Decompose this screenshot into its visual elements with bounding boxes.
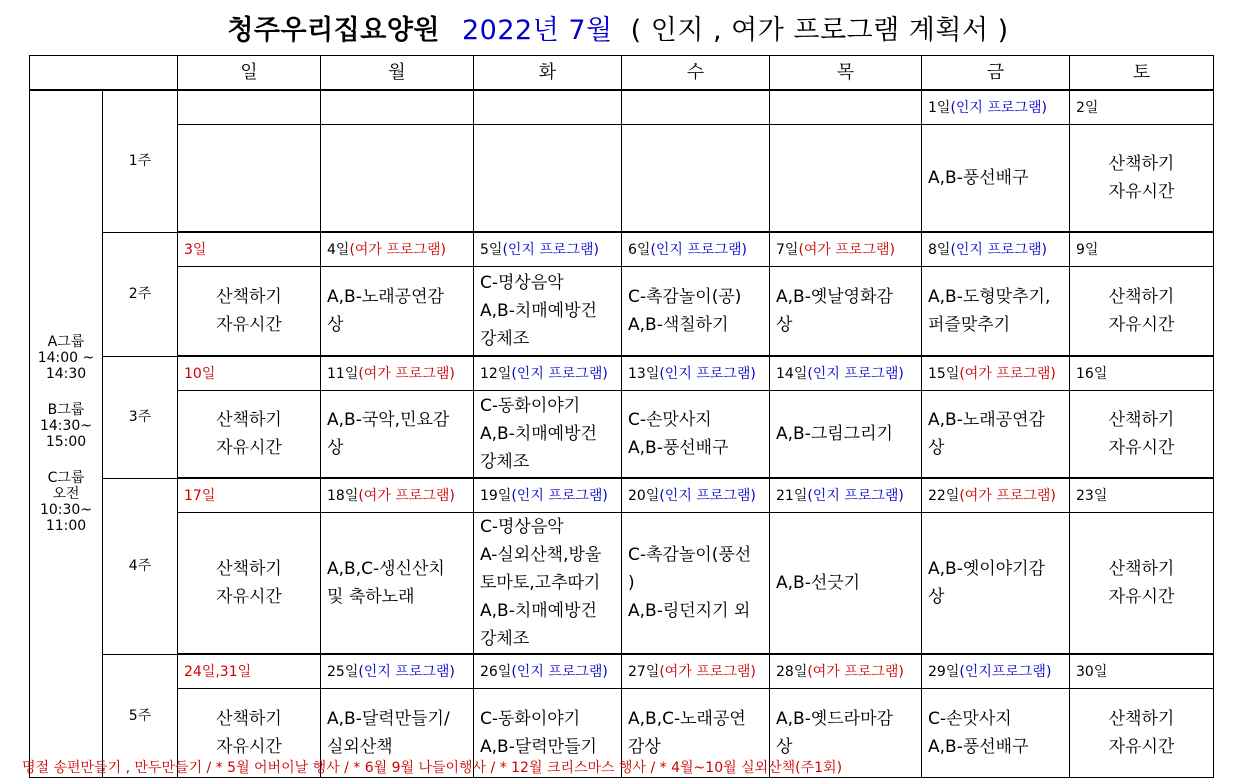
activity-line: 자유시간 (1108, 737, 1175, 757)
activity-line: C-동화이야기 (480, 396, 581, 416)
activity-cell (622, 267, 770, 357)
activity-line: 산책하기 (1108, 154, 1175, 174)
date-cell (474, 654, 622, 689)
activity-line: 상 (928, 587, 945, 607)
date-cell (178, 654, 321, 689)
weekday-header: 금 (922, 56, 1070, 91)
activity-line: 자유시간 (1108, 438, 1175, 458)
program-type: (여가 프로그램) (358, 365, 455, 382)
program-type: (인지 프로그램) (807, 365, 904, 382)
facility-name: 청주우리집요양원 (227, 15, 440, 46)
activity-cell (770, 125, 922, 233)
activity-line: A,B,C-생신산치 (327, 559, 445, 579)
activity-line: 산책하기 (1108, 709, 1175, 729)
program-type: (인지 프로그램) (950, 99, 1047, 116)
activity-cell (1070, 513, 1214, 655)
group-text: 11:00 (45, 518, 87, 534)
activity-line: 자유시간 (216, 587, 282, 607)
date-number: 17일 (184, 487, 216, 504)
date-number: 24일,31일 (184, 663, 252, 680)
footer-note: 명절 송편만들기 , 만두만들기 / * 5월 어버이날 행사 / * 6월 9월 나들이행사 / * 12월 크리스마스 행사 / * 4월~10월 실외산책(주1회) (22, 760, 843, 776)
group-text: A그룹 (47, 334, 85, 350)
date-cell (622, 90, 770, 125)
activity-line: 자유시간 (1108, 182, 1175, 202)
date-number: 1일 (928, 99, 951, 116)
date-cell (321, 356, 474, 391)
activity-cell (321, 267, 474, 357)
activity-line: C-촉감놀이(풍선 (628, 545, 752, 565)
activity-cell (178, 513, 321, 655)
activity-line: 퍼즐맞추기 (928, 315, 1011, 335)
date-cell (474, 478, 622, 513)
program-type: (여가 프로그램) (807, 663, 904, 680)
week-label: 3주 (103, 356, 178, 478)
program-type: (여가 프로그램) (959, 487, 1056, 504)
activity-line: 강체조 (480, 452, 530, 472)
activity-line: 토마토,고추따기 (480, 573, 601, 593)
activity-line: 산책하기 (216, 709, 282, 729)
activity-line: A,B-풍선배구 (928, 737, 1029, 757)
activity-line: A,B-옛날영화감 (776, 287, 893, 307)
date-cell (922, 90, 1070, 125)
activity-line: A,B-국악,민요감 (327, 410, 450, 430)
activity-cell (1070, 689, 1214, 778)
activity-line: A,B-색칠하기 (628, 315, 729, 335)
date-number: 21일 (776, 487, 808, 504)
schedule-table (29, 55, 1214, 778)
date-cell (770, 654, 922, 689)
activity-cell (922, 689, 1070, 778)
week-date-row (30, 356, 1214, 391)
date-cell (178, 90, 321, 125)
date-number: 16일 (1076, 365, 1108, 382)
date-number: 4일 (327, 241, 350, 258)
program-type: (인지 프로그램) (358, 663, 455, 680)
activity-cell (321, 513, 474, 655)
activity-line: A,B-도형맞추기, (928, 287, 1051, 307)
date-number: 7일 (776, 241, 799, 258)
date-number: 28일 (776, 663, 808, 680)
program-type: (여가 프로그램) (798, 241, 895, 258)
date-number: 5일 (480, 241, 503, 258)
activity-cell (1070, 125, 1214, 233)
activity-cell (622, 513, 770, 655)
program-type: (여가 프로그램) (349, 241, 446, 258)
activity-line: 및 축하노래 (327, 587, 415, 607)
group-text: 14:30 (45, 366, 87, 382)
program-type: (인지프로그램) (959, 663, 1052, 680)
activity-cell (922, 391, 1070, 479)
activity-line: C-손맛사지 (628, 410, 712, 430)
program-type: (인지 프로그램) (950, 241, 1047, 258)
activity-line: 강체조 (480, 329, 530, 349)
program-type: (여가 프로그램) (358, 487, 455, 504)
activity-line: 산책하기 (1108, 287, 1175, 307)
activity-line: A,B-그림그리기 (776, 424, 893, 444)
activity-line: 산책하기 (216, 559, 282, 579)
week-activity-row (30, 125, 1214, 233)
date-number: 10일 (184, 365, 216, 382)
activity-line: A-실외산책,방울 (480, 545, 602, 565)
date-cell (922, 478, 1070, 513)
group-text: 15:00 (45, 434, 87, 450)
date-cell (1070, 356, 1214, 391)
program-type: (여가 프로그램) (959, 365, 1056, 382)
weekday-header: 화 (474, 56, 622, 91)
date-cell (922, 654, 1070, 689)
activity-line: A,B-선긋기 (776, 573, 861, 593)
date-cell (178, 478, 321, 513)
activity-line: A,B-링던지기 외 (628, 601, 751, 621)
date-cell (321, 90, 474, 125)
date-cell (178, 232, 321, 267)
activity-cell (178, 391, 321, 479)
date-cell (178, 356, 321, 391)
date-number: 15일 (928, 365, 960, 382)
group-times-cell (30, 90, 103, 778)
week-date-row (30, 232, 1214, 267)
week-activity-row (30, 267, 1214, 357)
date-cell (321, 654, 474, 689)
program-type: (여가 프로그램) (659, 663, 756, 680)
date-number: 20일 (628, 487, 660, 504)
activity-cell (622, 125, 770, 233)
activity-line: ) (628, 573, 635, 593)
date-number: 26일 (480, 663, 512, 680)
date-cell (770, 90, 922, 125)
activity-cell (178, 125, 321, 233)
activity-line: A,B-치매예방건 (480, 301, 597, 321)
week-date-row (30, 478, 1214, 513)
activity-line: A,B-옛드라마감 (776, 709, 893, 729)
week-label: 4주 (103, 478, 178, 654)
date-cell (474, 90, 622, 125)
date-number: 13일 (628, 365, 660, 382)
activity-cell (770, 267, 922, 357)
date-cell (922, 356, 1070, 391)
week-date-row (30, 654, 1214, 689)
program-type: (인지 프로그램) (502, 241, 599, 258)
date-number: 3일 (184, 241, 207, 258)
activity-line: A,B-달력만들기 (480, 737, 597, 757)
activity-cell (922, 125, 1070, 233)
activity-cell (321, 125, 474, 233)
date-cell (622, 478, 770, 513)
date-cell (770, 232, 922, 267)
activity-cell (1070, 391, 1214, 479)
date-cell (1070, 478, 1214, 513)
activity-line: C-촉감놀이(공) (628, 287, 742, 307)
date-number: 30일 (1076, 663, 1108, 680)
date-number: 11일 (327, 365, 359, 382)
activity-cell (770, 391, 922, 479)
activity-line: 강체조 (480, 629, 530, 649)
program-type: (인지 프로그램) (659, 365, 756, 382)
week-activity-row (30, 391, 1214, 479)
date-cell (1070, 90, 1214, 125)
date-number: 6일 (628, 241, 651, 258)
week-activity-row (30, 513, 1214, 655)
week-label: 1주 (103, 90, 178, 232)
activity-line: C-명상음악 (480, 273, 564, 293)
activity-line: A,B-옛이야기감 (928, 559, 1045, 579)
activity-cell (178, 267, 321, 357)
activity-line: 산책하기 (1108, 559, 1175, 579)
date-number: 12일 (480, 365, 512, 382)
date-cell (622, 654, 770, 689)
week-label: 5주 (103, 654, 178, 778)
activity-line: 상 (327, 315, 344, 335)
weekday-header: 월 (321, 56, 474, 91)
activity-line: 산책하기 (216, 410, 282, 430)
program-type: (인지 프로그램) (807, 487, 904, 504)
activity-line: 상 (928, 438, 945, 458)
weekday-header: 토 (1070, 56, 1214, 91)
activity-line: A,B,C-노래공연 (628, 709, 746, 729)
activity-line: 상 (327, 438, 344, 458)
weekday-header: 일 (178, 56, 321, 91)
program-type: (인지 프로그램) (659, 487, 756, 504)
activity-line: 자유시간 (1108, 587, 1175, 607)
title-date: 2022년 7월 (461, 15, 613, 46)
header-corner (30, 56, 178, 91)
activity-cell (770, 513, 922, 655)
date-number: 14일 (776, 365, 808, 382)
activity-cell (321, 391, 474, 479)
date-cell (1070, 232, 1214, 267)
date-cell (922, 232, 1070, 267)
activity-line: 자유시간 (216, 737, 282, 757)
group-text: 10:30~ (39, 502, 93, 518)
date-cell (321, 478, 474, 513)
group-text: 14:30~ (39, 418, 93, 434)
activity-line: 자유시간 (1108, 315, 1175, 335)
activity-line: C-손맛사지 (928, 709, 1012, 729)
date-number: 9일 (1076, 241, 1099, 258)
program-type: (인지 프로그램) (511, 487, 608, 504)
date-cell (622, 356, 770, 391)
date-cell (474, 232, 622, 267)
title-subtitle: ( 인지 , 여가 프로그램 계획서 ) (630, 15, 1009, 46)
activity-line: A,B-풍선배구 (928, 168, 1029, 188)
activity-line: C-명상음악 (480, 517, 564, 537)
week-label: 2주 (103, 232, 178, 356)
activity-cell (922, 513, 1070, 655)
date-number: 19일 (480, 487, 512, 504)
date-number: 23일 (1076, 487, 1108, 504)
activity-line: 산책하기 (216, 287, 282, 307)
activity-line: C-동화이야기 (480, 709, 581, 729)
program-type: (인지 프로그램) (511, 365, 608, 382)
activity-line: 실외산책 (327, 737, 393, 757)
activity-cell (622, 391, 770, 479)
weekday-header: 목 (770, 56, 922, 91)
date-cell (321, 232, 474, 267)
date-number: 2일 (1076, 99, 1099, 116)
activity-cell (474, 391, 622, 479)
date-number: 8일 (928, 241, 951, 258)
activity-cell (474, 125, 622, 233)
group-text: 오전 (52, 486, 80, 502)
activity-line: 상 (776, 737, 793, 757)
date-cell (1070, 654, 1214, 689)
date-number: 18일 (327, 487, 359, 504)
activity-line: A,B-치매예방건 (480, 424, 597, 444)
activity-line: A,B-노래공연감 (928, 410, 1045, 430)
activity-cell (474, 267, 622, 357)
activity-line: 산책하기 (1108, 410, 1175, 430)
date-number: 22일 (928, 487, 960, 504)
date-cell (770, 478, 922, 513)
activity-line: A,B-노래공연감 (327, 287, 444, 307)
page-title (0, 8, 1236, 47)
activity-cell (922, 267, 1070, 357)
week-date-row (30, 90, 1214, 125)
date-number: 27일 (628, 663, 660, 680)
activity-cell (474, 513, 622, 655)
weekday-header-row (30, 56, 1214, 91)
activity-line: A,B-풍선배구 (628, 438, 729, 458)
group-text: 14:00 ~ (37, 350, 95, 366)
weekday-header: 수 (622, 56, 770, 91)
date-cell (474, 356, 622, 391)
date-number: 29일 (928, 663, 960, 680)
activity-line: A,B-달력만들기/ (327, 709, 450, 729)
program-type: (인지 프로그램) (650, 241, 747, 258)
activity-line: A,B-치매예방건 (480, 601, 597, 621)
group-text: C그룹 (47, 470, 85, 486)
group-text: B그룹 (47, 402, 85, 418)
program-type: (인지 프로그램) (511, 663, 608, 680)
date-cell (770, 356, 922, 391)
activity-line: 자유시간 (216, 315, 282, 335)
date-cell (622, 232, 770, 267)
activity-line: 상 (776, 315, 793, 335)
date-number: 25일 (327, 663, 359, 680)
activity-line: 자유시간 (216, 438, 282, 458)
activity-line: 감상 (628, 737, 661, 757)
activity-cell (1070, 267, 1214, 357)
